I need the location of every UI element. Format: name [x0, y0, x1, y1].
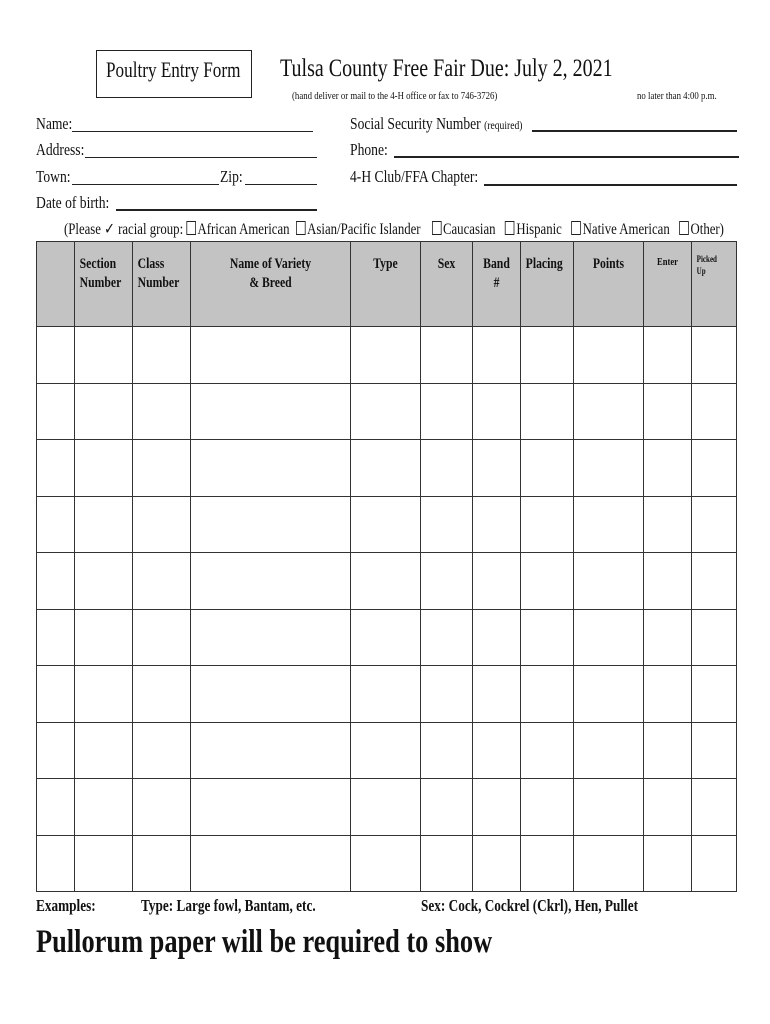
cell-row-number: [37, 440, 75, 497]
cell-points[interactable]: [574, 779, 644, 836]
col-header-picked-up: Picked Up: [692, 242, 737, 327]
cell-type[interactable]: [351, 440, 421, 497]
cell-variety-breed[interactable]: [191, 835, 351, 892]
zip-field[interactable]: [245, 184, 317, 185]
cell-section-number[interactable]: [75, 327, 133, 384]
cell-variety-breed[interactable]: [191, 666, 351, 723]
cell-class-number[interactable]: [133, 609, 191, 666]
checkbox-native-american[interactable]: [571, 221, 581, 235]
table-row: [37, 609, 737, 666]
table-row: [37, 779, 737, 836]
cell-band[interactable]: [473, 666, 521, 723]
cell-enter[interactable]: [644, 440, 692, 497]
cell-type[interactable]: [351, 383, 421, 440]
cell-section-number[interactable]: [75, 609, 133, 666]
table-row: [37, 327, 737, 384]
racial-group-row: [64, 219, 724, 239]
cell-type[interactable]: [351, 666, 421, 723]
zip-label: Zip:: [220, 167, 243, 186]
cell-points[interactable]: [574, 327, 644, 384]
cell-placing[interactable]: [521, 835, 574, 892]
cell-points[interactable]: [574, 722, 644, 779]
cell-class-number[interactable]: [133, 327, 191, 384]
cell-section-number[interactable]: [75, 496, 133, 553]
cell-row-number: [37, 553, 75, 610]
cell-row-number: [37, 496, 75, 553]
ssn-field[interactable]: [532, 130, 737, 132]
cell-sex[interactable]: [421, 722, 473, 779]
col-header-placing: Placing: [521, 242, 574, 327]
cell-class-number[interactable]: [133, 440, 191, 497]
cell-row-number: [37, 666, 75, 723]
pullorum-notice: Pullorum paper will be required to show: [36, 924, 493, 960]
cell-section-number[interactable]: [75, 440, 133, 497]
cell-enter[interactable]: [644, 666, 692, 723]
col-header-type: Type: [351, 242, 421, 327]
table-row: [37, 496, 737, 553]
cell-band[interactable]: [473, 779, 521, 836]
cell-picked-up[interactable]: [692, 666, 737, 723]
cell-row-number: [37, 779, 75, 836]
cell-type[interactable]: [351, 327, 421, 384]
cell-section-number[interactable]: [75, 722, 133, 779]
cell-sex[interactable]: [421, 440, 473, 497]
ssn-required-note: (required): [484, 118, 523, 132]
checkbox-hispanic[interactable]: [505, 221, 515, 235]
phone-field[interactable]: [394, 156, 739, 158]
cell-type[interactable]: [351, 496, 421, 553]
name-label: Name:: [36, 114, 73, 133]
cell-picked-up[interactable]: [692, 835, 737, 892]
racial-prompt: (Please ✓ racial group:: [64, 221, 184, 238]
cell-section-number[interactable]: [75, 666, 133, 723]
cell-band[interactable]: [473, 722, 521, 779]
cell-type[interactable]: [351, 722, 421, 779]
checkbox-african-american[interactable]: [186, 221, 196, 235]
cell-enter[interactable]: [644, 496, 692, 553]
town-label: Town:: [36, 167, 71, 186]
checkbox-other[interactable]: [679, 221, 689, 235]
cell-placing[interactable]: [521, 722, 574, 779]
cell-band[interactable]: [473, 835, 521, 892]
cell-enter[interactable]: [644, 327, 692, 384]
cell-row-number: [37, 383, 75, 440]
dob-field[interactable]: [116, 209, 317, 211]
table-row: [37, 722, 737, 779]
cell-sex[interactable]: [421, 327, 473, 384]
col-header-blank: [37, 242, 75, 327]
cell-row-number: [37, 722, 75, 779]
cell-placing[interactable]: [521, 383, 574, 440]
examples-label: Examples:: [36, 896, 96, 915]
cell-sex[interactable]: [421, 666, 473, 723]
cell-sex[interactable]: [421, 383, 473, 440]
cell-row-number: [37, 835, 75, 892]
cell-type[interactable]: [351, 609, 421, 666]
cell-variety-breed[interactable]: [191, 496, 351, 553]
town-field[interactable]: [72, 184, 219, 185]
cell-band[interactable]: [473, 383, 521, 440]
cell-enter[interactable]: [644, 383, 692, 440]
table-row: [37, 666, 737, 723]
cell-class-number[interactable]: [133, 553, 191, 610]
cell-variety-breed[interactable]: [191, 609, 351, 666]
option-other: Other): [690, 221, 724, 238]
option-hispanic: Hispanic: [516, 221, 562, 238]
checkbox-caucasian[interactable]: [432, 221, 442, 235]
cell-class-number[interactable]: [133, 779, 191, 836]
cell-enter[interactable]: [644, 553, 692, 610]
table-body: [37, 327, 737, 892]
cell-enter[interactable]: [644, 779, 692, 836]
cell-points[interactable]: [574, 496, 644, 553]
cell-variety-breed[interactable]: [191, 327, 351, 384]
col-header-enter: Enter: [644, 242, 692, 327]
cell-enter[interactable]: [644, 609, 692, 666]
table-row: [37, 835, 737, 892]
cell-class-number[interactable]: [133, 496, 191, 553]
phone-label: Phone:: [350, 140, 388, 159]
cell-section-number[interactable]: [75, 553, 133, 610]
cell-row-number: [37, 327, 75, 384]
cell-points[interactable]: [574, 383, 644, 440]
cell-sex[interactable]: [421, 835, 473, 892]
cell-band[interactable]: [473, 609, 521, 666]
ssn-label-text: Social Security Number: [350, 114, 481, 133]
cell-points[interactable]: [574, 666, 644, 723]
delivery-note: (hand deliver or mail to the 4-H office or fax to 746-3726): [292, 90, 498, 102]
cell-enter[interactable]: [644, 722, 692, 779]
cell-band[interactable]: [473, 440, 521, 497]
cell-points[interactable]: [574, 440, 644, 497]
cell-section-number[interactable]: [75, 383, 133, 440]
club-field[interactable]: [484, 184, 737, 186]
type-examples: Type: Large fowl, Bantam, etc.: [141, 896, 316, 915]
cell-sex[interactable]: [421, 553, 473, 610]
cell-band[interactable]: [473, 327, 521, 384]
cell-placing[interactable]: [521, 440, 574, 497]
club-label: 4-H Club/FFA Chapter:: [350, 167, 479, 186]
table-row: [37, 553, 737, 610]
col-header-band: Band #: [473, 242, 521, 327]
form-title: Poultry Entry Form: [106, 57, 241, 82]
fair-title: Tulsa County Free Fair Due: July 2, 2021: [280, 55, 613, 82]
table-row: [37, 440, 737, 497]
cell-class-number[interactable]: [133, 666, 191, 723]
cell-section-number[interactable]: [75, 835, 133, 892]
cell-variety-breed[interactable]: [191, 440, 351, 497]
name-field[interactable]: [72, 131, 313, 132]
cell-variety-breed[interactable]: [191, 722, 351, 779]
cell-variety-breed[interactable]: [191, 779, 351, 836]
address-label: Address:: [36, 140, 85, 159]
sex-examples: Sex: Cock, Cockrel (Ckrl), Hen, Pullet: [421, 896, 639, 915]
cell-picked-up[interactable]: [692, 553, 737, 610]
cell-placing[interactable]: [521, 779, 574, 836]
cell-picked-up[interactable]: [692, 722, 737, 779]
col-header-section-number: Section Number: [75, 242, 133, 327]
cell-variety-breed[interactable]: [191, 383, 351, 440]
cell-placing[interactable]: [521, 553, 574, 610]
cell-placing[interactable]: [521, 666, 574, 723]
table-header-row: [37, 242, 737, 327]
table-row: [37, 383, 737, 440]
cell-placing[interactable]: [521, 327, 574, 384]
cell-band[interactable]: [473, 496, 521, 553]
cell-band[interactable]: [473, 553, 521, 610]
cell-points[interactable]: [574, 553, 644, 610]
cell-type[interactable]: [351, 835, 421, 892]
option-african-american: African American: [197, 221, 290, 238]
option-native-american: Native American: [582, 221, 670, 238]
cell-sex[interactable]: [421, 779, 473, 836]
dob-label: Date of birth:: [36, 193, 110, 212]
cell-class-number[interactable]: [133, 722, 191, 779]
cell-enter[interactable]: [644, 835, 692, 892]
cell-points[interactable]: [574, 609, 644, 666]
col-header-points: Points: [574, 242, 644, 327]
cell-sex[interactable]: [421, 609, 473, 666]
option-asian-pacific-islander: Asian/Pacific Islander: [307, 221, 421, 238]
cell-class-number[interactable]: [133, 835, 191, 892]
cell-variety-breed[interactable]: [191, 553, 351, 610]
col-header-class-number: Class Number: [133, 242, 191, 327]
cell-picked-up[interactable]: [692, 496, 737, 553]
cell-type[interactable]: [351, 779, 421, 836]
cell-picked-up[interactable]: [692, 383, 737, 440]
cell-placing[interactable]: [521, 496, 574, 553]
cell-picked-up[interactable]: [692, 440, 737, 497]
col-header-sex: Sex: [421, 242, 473, 327]
form-title-box: [96, 50, 252, 98]
cell-sex[interactable]: [421, 496, 473, 553]
checkbox-asian-pacific-islander[interactable]: [296, 221, 306, 235]
cell-type[interactable]: [351, 553, 421, 610]
cell-points[interactable]: [574, 835, 644, 892]
entry-table: [36, 241, 737, 892]
cell-picked-up[interactable]: [692, 779, 737, 836]
ssn-label: [350, 114, 522, 134]
option-caucasian: Caucasian: [442, 221, 496, 238]
cell-placing[interactable]: [521, 609, 574, 666]
cell-section-number[interactable]: [75, 779, 133, 836]
cell-row-number: [37, 609, 75, 666]
cell-picked-up[interactable]: [692, 327, 737, 384]
address-field[interactable]: [85, 157, 317, 158]
col-header-variety-breed: Name of Variety & Breed: [191, 242, 351, 327]
cell-picked-up[interactable]: [692, 609, 737, 666]
deadline-note: no later than 4:00 p.m.: [637, 90, 717, 102]
cell-class-number[interactable]: [133, 383, 191, 440]
